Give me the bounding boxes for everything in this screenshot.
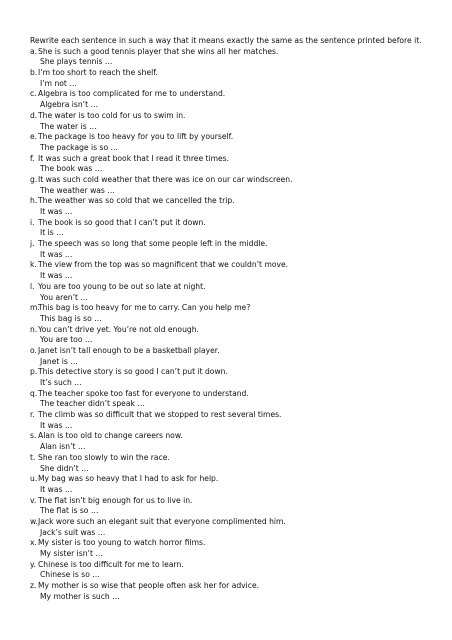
answer-stem: It was … — [40, 207, 73, 216]
answer-stem: Janet is … — [40, 356, 78, 366]
exercise-letter: j. — [30, 239, 35, 249]
instruction-text: Rewrite each sentence in such a way that it means exactly the same as the sentence printed before it. — [30, 36, 422, 45]
exercise-letter: v. — [30, 495, 37, 505]
sentence-text: Algebra is too complicated for me to understand. — [38, 89, 226, 99]
exercise-letter: b. — [30, 68, 38, 78]
sentence-text: My sister is too young to watch horror films. — [38, 538, 206, 548]
answer-stem: Chinese is so … — [40, 570, 100, 580]
exercise-sentence — [30, 346, 440, 357]
exercise-letter: h. — [30, 196, 38, 206]
exercise-item — [30, 474, 440, 495]
answer-stem: It was … — [40, 420, 73, 430]
sentence-text: Alan is too old to change careers now. — [38, 431, 183, 441]
exercise-item — [30, 239, 440, 260]
sentence-text: The climb was so difficult that we stopped to rest several times. — [38, 410, 282, 420]
sentence-text: Jack wore such an elegant suit that everyone complimented him. — [38, 516, 286, 526]
exercise-letter: w. — [30, 516, 38, 526]
sentence-text: This detective story is so good I can’t put it down. — [38, 367, 228, 377]
answer-stem: You are too … — [40, 335, 93, 345]
exercise-sentence — [30, 260, 440, 271]
sentence-text: I’m too short to reach the shelf. — [38, 68, 158, 78]
exercise-letter: k. — [30, 260, 37, 270]
exercise-sentence — [30, 431, 440, 442]
exercise-sentence — [30, 560, 440, 571]
exercise-sentence — [30, 367, 440, 378]
exercise-sentence — [30, 89, 440, 100]
exercise-letter: t. — [30, 452, 36, 462]
exercise-item — [30, 367, 440, 388]
exercise-item — [30, 431, 440, 452]
sentence-text: Janet isn’t tall enough to be a basketball player. — [38, 345, 220, 355]
exercise-letter: g. — [30, 174, 38, 184]
exercise-letter: o. — [30, 345, 37, 355]
sentence-text: The package is too heavy for you to lift by yourself. — [38, 132, 234, 142]
sentence-text: My mother is so wise that people often ask her for advice. — [38, 581, 260, 591]
answer-stem: The package is so … — [40, 142, 119, 152]
answer-stem: You aren’t … — [40, 292, 88, 302]
answer-stem: I’m not … — [40, 78, 77, 88]
exercise-item — [30, 175, 440, 196]
exercise-item — [30, 560, 440, 581]
answer-stem: It was … — [40, 271, 73, 281]
exercise-letter: c. — [30, 89, 37, 99]
exercise-item — [30, 410, 440, 431]
sentence-text: The water is too cold for us to swim in. — [38, 110, 186, 120]
sentence-text: You are too young to be out so late at night. — [38, 281, 206, 291]
answer-stem: She didn’t … — [40, 463, 89, 473]
exercise-sentence — [30, 239, 440, 250]
answer-stem: The teacher didn’t speak … — [40, 399, 145, 409]
answer-stem: The weather was … — [40, 185, 115, 195]
answer-stem: The flat is so … — [40, 506, 99, 516]
exercise-sentence — [30, 474, 440, 485]
exercise-item — [30, 346, 440, 367]
answer-stem: Jack’s suit was … — [40, 527, 106, 537]
sentence-text: The book is so good that I can’t put it down. — [38, 217, 206, 227]
sentence-text: Chinese is too difficult for me to learn. — [38, 559, 184, 569]
answer-stem: Algebra isn’t … — [40, 100, 99, 110]
exercise-letter: p. — [30, 367, 38, 377]
exercise-item — [30, 260, 440, 281]
exercise-sentence — [30, 325, 440, 336]
answer-stem: My mother is such … — [40, 591, 120, 601]
exercise-sentence — [30, 218, 440, 229]
exercise-item — [30, 68, 440, 89]
exercise-item — [30, 538, 440, 559]
exercise-sentence — [30, 196, 440, 207]
sentence-text: The teacher spoke too fast for everyone to understand. — [38, 388, 249, 398]
sentence-text: She is such a good tennis player that she wins all her matches. — [38, 46, 279, 56]
exercise-sentence — [30, 132, 440, 143]
exercise-letter: i. — [30, 217, 35, 227]
exercise-letter: d. — [30, 110, 38, 120]
exercise-letter: m. — [30, 303, 40, 313]
exercise-item — [30, 218, 440, 239]
exercise-item — [30, 389, 440, 410]
exercise-letter: y. — [30, 559, 36, 569]
exercise-letter: n. — [30, 324, 38, 334]
sentence-text: My bag was so heavy that I had to ask for help. — [38, 474, 219, 484]
exercise-letter: u. — [30, 474, 38, 484]
sentence-text: The weather was so cold that we cancelled the trip. — [38, 196, 235, 206]
exercise-letter: z. — [30, 581, 37, 591]
exercise-sentence — [30, 47, 440, 58]
sentence-text: The view from the top was so magnificent that we couldn’t move. — [38, 260, 289, 270]
exercise-sentence — [30, 496, 440, 507]
exercise-sentence — [30, 111, 440, 122]
exercise-sentence — [30, 581, 440, 592]
exercise-item — [30, 517, 440, 538]
exercise-sentence — [30, 154, 440, 165]
answer-stem: The water is … — [40, 121, 97, 131]
answer-stem: She plays tennis … — [40, 57, 113, 67]
answer-stem: It was … — [40, 249, 73, 259]
exercise-item — [30, 303, 440, 324]
sentence-text: The speech was so long that some people left in the middle. — [38, 239, 268, 249]
exercise-letter: a. — [30, 46, 38, 56]
exercise-letter: r. — [30, 410, 35, 420]
answer-stem: It is … — [40, 228, 64, 238]
sentence-text: The flat isn’t big enough for us to live in. — [38, 495, 193, 505]
exercise-letter: q. — [30, 388, 38, 398]
answer-stem: My sister isn’t … — [40, 549, 103, 558]
exercise-sentence — [30, 453, 440, 464]
sentence-text: You can’t drive yet. You’re not old enough. — [38, 324, 199, 334]
exercise-sentence — [30, 282, 440, 293]
exercise-item — [30, 154, 440, 175]
exercise-list — [30, 47, 440, 603]
worksheet-page — [30, 36, 440, 602]
exercise-letter: x. — [30, 538, 37, 548]
exercise-sentence — [30, 538, 440, 549]
exercise-letter: s. — [30, 431, 37, 441]
sentence-text: It was such cold weather that there was ice on our car windscreen. — [38, 174, 293, 184]
exercise-item — [30, 496, 440, 517]
exercise-sentence — [30, 410, 440, 421]
answer-stem: The book was … — [40, 164, 103, 174]
exercise-sentence — [30, 389, 440, 400]
exercise-item — [30, 47, 440, 68]
sentence-text: It was such a great book that I read it three times. — [38, 153, 230, 163]
exercise-item — [30, 282, 440, 303]
sentence-text: This bag is too heavy for me to carry. Can you help me? — [38, 303, 251, 313]
exercise-item — [30, 325, 440, 346]
exercise-item — [30, 132, 440, 153]
exercise-item — [30, 196, 440, 217]
exercise-item — [30, 453, 440, 474]
exercise-item — [30, 111, 440, 132]
exercise-sentence — [30, 68, 440, 79]
answer-stem: It’s such … — [40, 378, 82, 387]
answer-stem: It was … — [40, 484, 73, 494]
exercise-letter: e. — [30, 132, 38, 142]
answer-stem: This bag is so … — [40, 313, 102, 323]
exercise-item — [30, 581, 440, 602]
answer-stem: Alan isn’t … — [40, 442, 86, 452]
exercise-letter: f. — [30, 153, 35, 163]
exercise-sentence — [30, 175, 440, 186]
exercise-item — [30, 89, 440, 110]
exercise-sentence — [30, 517, 440, 528]
sentence-text: She ran too slowly to win the race. — [38, 452, 170, 462]
exercise-sentence — [30, 303, 440, 314]
exercise-letter: l. — [30, 281, 35, 291]
